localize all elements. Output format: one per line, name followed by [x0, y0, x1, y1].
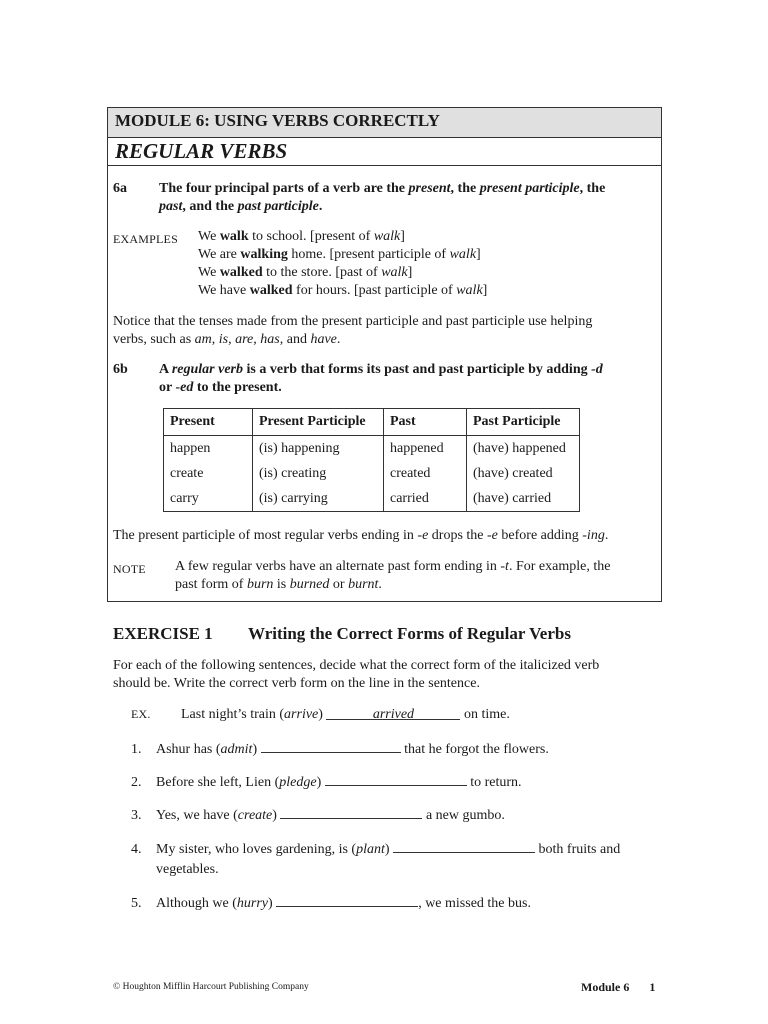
exercise-item: 4. My sister, who loves gardening, is (plant) both fruits and vegetables. [131, 838, 661, 880]
section-title: REGULAR VERBS [108, 138, 661, 166]
table-row [164, 486, 580, 512]
page-footer [581, 980, 655, 995]
exercise-example: EX. Last night’s train (arrive) arrived on time. [131, 704, 510, 725]
drop-e-rule: The present participle of most regular verbs ending in -e drops the -e before adding -ing. [113, 528, 609, 543]
table-cell: (is) creating [253, 461, 384, 486]
rule-6b-number: 6b [113, 362, 128, 377]
answer-blank[interactable] [280, 804, 422, 819]
example-label: EX. [131, 707, 151, 721]
table-cell: (have) happened [467, 436, 580, 462]
exercise-instructions: For each of the following sentences, decide what the correct form of the italicized verb should be. Write the correct verb form on the line in the sentence. [113, 658, 600, 691]
table-cell: (is) happening [253, 436, 384, 462]
answer-blank[interactable] [276, 892, 418, 907]
table-cell: (have) carried [467, 486, 580, 512]
copyright: © Houghton Mifflin Harcourt Publishing Company [113, 982, 309, 992]
table-cell: carried [384, 486, 467, 512]
table-cell: (have) created [467, 461, 580, 486]
table-header: Past [384, 409, 467, 436]
note-label: NOTE [113, 562, 146, 576]
exercise-item: 2. Before she left, Lien (pledge) to return. [131, 771, 522, 793]
exercise-item: 1. Ashur has (admit) that he forgot the flowers. [131, 738, 549, 760]
table-row [164, 436, 580, 462]
example-line: We walked to the store. [past of walk] [198, 265, 413, 280]
table-header-row [164, 409, 580, 436]
exercise-item: 3. Yes, we have (create) a new gumbo. [131, 804, 505, 826]
exercise-item: 5. Although we (hurry) , we missed the bus. [131, 892, 531, 914]
answer-blank[interactable] [325, 771, 467, 786]
exercise-title: Writing the Correct Forms of Regular Verbs [248, 624, 571, 643]
exercise-number: EXERCISE 1 [113, 624, 213, 643]
example-line: We have walked for hours. [past participle of walk] [198, 283, 488, 298]
table-cell: carry [164, 486, 253, 512]
table-cell: create [164, 461, 253, 486]
example-line: We are walking home. [present participle of walk] [198, 247, 481, 262]
rule-6a-number: 6a [113, 181, 127, 196]
rule-6b-text: A regular verb is a verb that forms its past and past participle by adding -d or -ed to the present. [159, 362, 603, 395]
answer-blank[interactable] [393, 838, 535, 853]
module-label: Module 6 [581, 980, 630, 994]
examples-label: EXAMPLES [113, 232, 178, 246]
note-text: A few regular verbs have an alternate past form ending in -t. For example, the past form of burn is burned or burnt. [175, 559, 611, 592]
table-cell: (is) carrying [253, 486, 384, 512]
module-title: MODULE 6: USING VERBS CORRECTLY [108, 108, 661, 138]
answer-blank[interactable] [261, 738, 401, 753]
table-cell: created [384, 461, 467, 486]
notice-paragraph: Notice that the tenses made from the present participle and past participle use helping verbs, such as am, is, are, has, and have. [113, 314, 593, 347]
table-cell: happened [384, 436, 467, 462]
example-line: We walk to school. [present of walk] [198, 229, 405, 244]
rule-6a-text: The four principal parts of a verb are the present, the present participle, the past, and the past participle. [159, 181, 606, 214]
table-header: Present Participle [253, 409, 384, 436]
table-cell: happen [164, 436, 253, 462]
page-number: 1 [649, 980, 656, 994]
examples-list [198, 228, 487, 300]
table-header: Past Participle [467, 409, 580, 436]
example-answer: arrived [326, 705, 460, 720]
verb-forms-table [163, 408, 580, 512]
table-header: Present [164, 409, 253, 436]
table-row [164, 461, 580, 486]
exercise-heading [113, 624, 571, 644]
